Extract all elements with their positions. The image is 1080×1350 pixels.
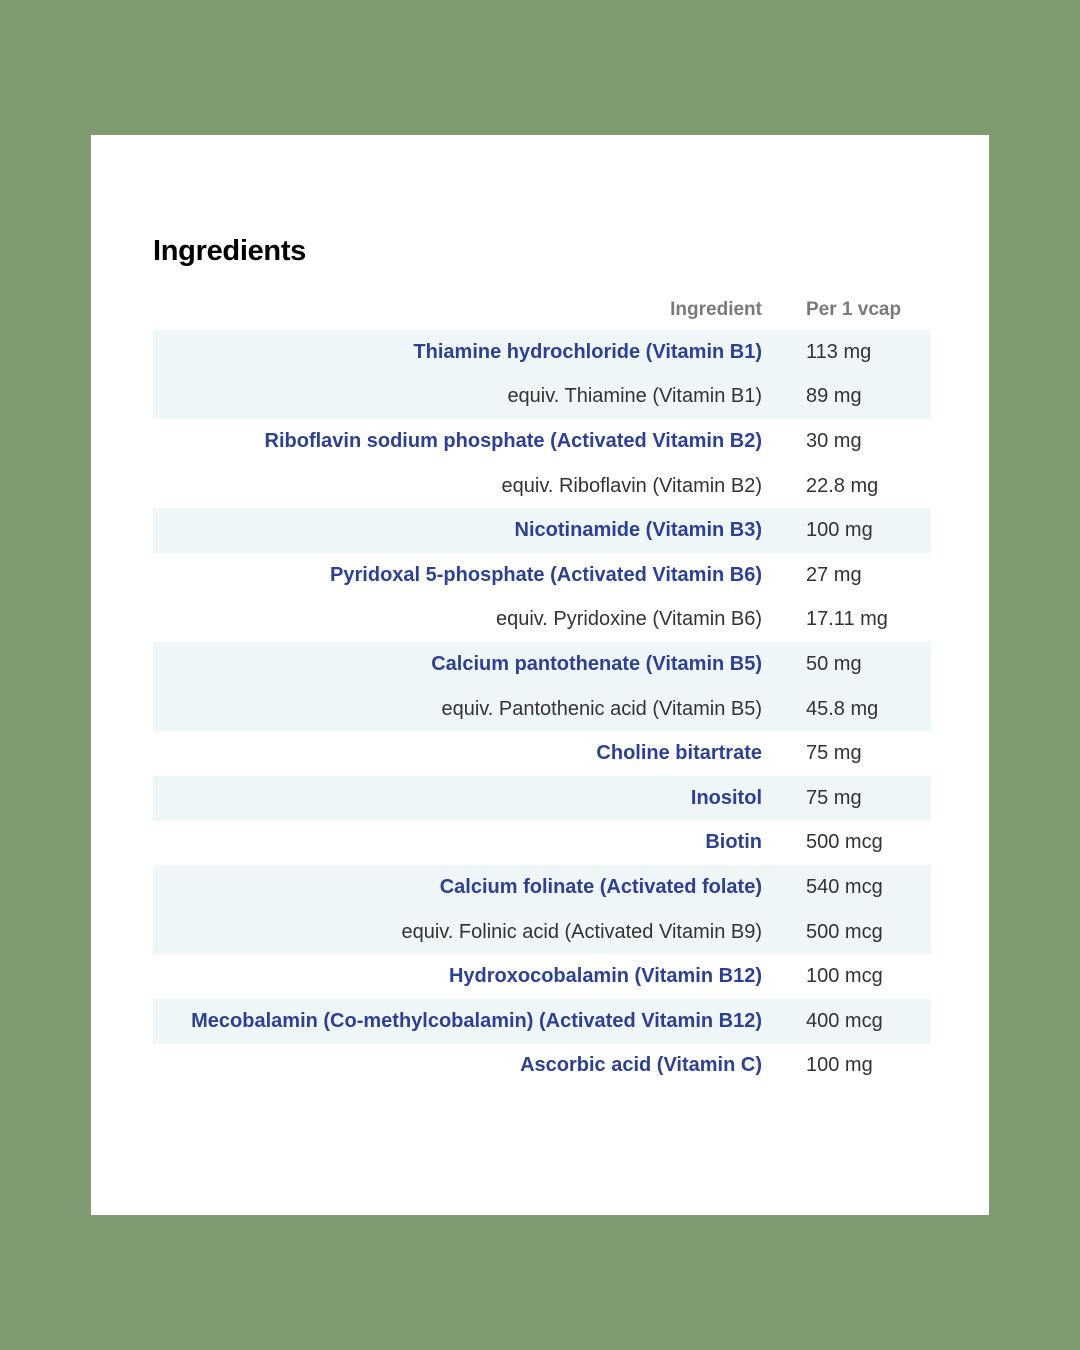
page-title: Ingredients — [153, 235, 306, 267]
table-row — [153, 731, 931, 776]
ingredient-name: Hydroxocobalamin (Vitamin B12) — [448, 965, 762, 988]
table-row — [153, 687, 931, 732]
table-row — [153, 865, 931, 910]
equivalent-ingredient-name: equiv. Pantothenic acid (Vitamin B5) — [441, 697, 762, 720]
ingredient-amount: 50 mg — [806, 652, 862, 675]
ingredient-amount: 400 mcg — [806, 1009, 883, 1032]
table-row — [153, 954, 931, 999]
ingredient-name: Thiamine hydrochloride (Vitamin B1) — [413, 340, 762, 363]
ingredient-amount: 100 mg — [806, 519, 873, 542]
ingredient-name: Nicotinamide (Vitamin B3) — [514, 519, 762, 542]
table-row — [153, 330, 931, 375]
ingredients-card — [91, 135, 989, 1215]
equivalent-ingredient-name: equiv. Riboflavin (Vitamin B2) — [501, 474, 762, 497]
ingredient-name: Pyridoxal 5-phosphate (Activated Vitamin B6) — [330, 563, 762, 586]
ingredient-name: Calcium pantothenate (Vitamin B5) — [431, 652, 762, 675]
ingredient-amount: 22.8 mg — [806, 474, 879, 497]
table-row — [153, 419, 931, 464]
equivalent-ingredient-name: equiv. Folinic acid (Activated Vitamin B9) — [401, 920, 762, 943]
ingredient-amount: 17.11 mg — [806, 608, 888, 631]
table-row — [153, 375, 931, 420]
ingredient-amount: 100 mcg — [806, 965, 883, 988]
ingredient-name: Riboflavin sodium phosphate (Activated Vitamin B2) — [264, 429, 762, 452]
table-header — [153, 290, 931, 330]
ingredient-name: Ascorbic acid (Vitamin C) — [520, 1054, 762, 1077]
table-row — [153, 642, 931, 687]
ingredient-amount: 27 mg — [806, 563, 862, 586]
table-row — [153, 598, 931, 643]
table-row — [153, 1044, 931, 1089]
table-row — [153, 464, 931, 509]
ingredient-amount: 45.8 mg — [806, 697, 879, 720]
ingredient-name: Biotin — [705, 831, 762, 854]
table-row — [153, 776, 931, 821]
ingredient-amount: 89 mg — [806, 385, 862, 408]
table-row — [153, 910, 931, 955]
table-row — [153, 508, 931, 553]
ingredient-amount: 540 mcg — [806, 875, 883, 898]
equivalent-ingredient-name: equiv. Thiamine (Vitamin B1) — [507, 385, 762, 408]
table-body — [153, 330, 931, 1088]
ingredients-table — [153, 290, 931, 1088]
ingredient-amount: 75 mg — [806, 742, 862, 765]
equivalent-ingredient-name: equiv. Pyridoxine (Vitamin B6) — [495, 608, 762, 631]
ingredient-name: Inositol — [690, 786, 762, 809]
header-ingredient: Ingredient — [670, 299, 762, 320]
ingredient-amount: 75 mg — [806, 786, 862, 809]
ingredient-amount: 30 mg — [806, 429, 862, 452]
table-row — [153, 553, 931, 598]
ingredient-amount: 500 mcg — [806, 831, 883, 854]
ingredient-amount: 500 mcg — [806, 920, 883, 943]
table-row — [153, 999, 931, 1044]
header-amount: Per 1 vcap — [806, 299, 902, 320]
ingredient-amount: 100 mg — [806, 1054, 873, 1077]
ingredient-name: Choline bitartrate — [596, 742, 762, 765]
ingredient-name: Mecobalamin (Co-methylcobalamin) (Activated Vitamin B12) — [191, 1009, 762, 1032]
ingredient-amount: 113 mg — [806, 340, 872, 363]
table-row — [153, 821, 931, 866]
ingredient-name: Calcium folinate (Activated folate) — [439, 875, 762, 898]
